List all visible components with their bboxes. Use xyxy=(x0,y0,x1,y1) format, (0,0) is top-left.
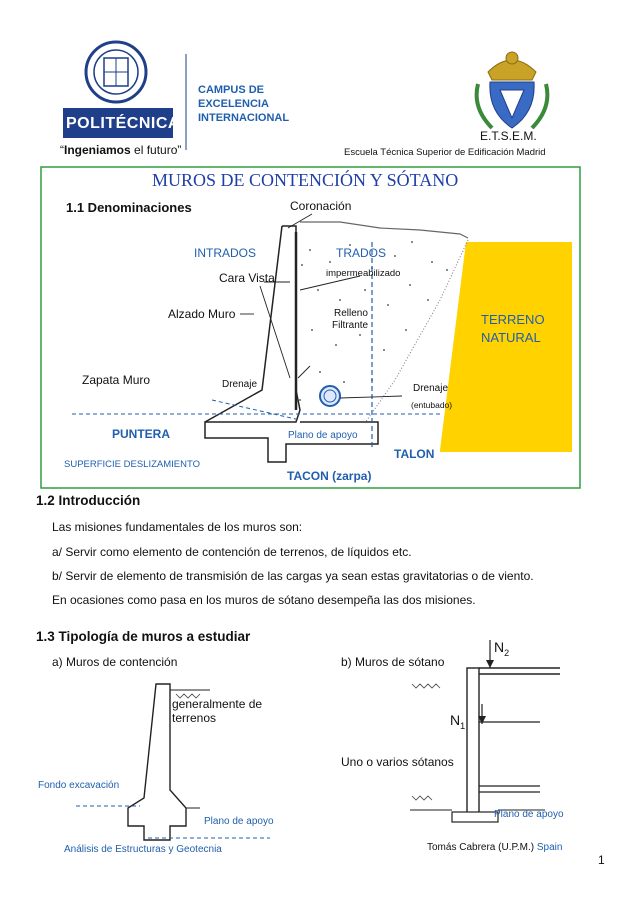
ground-surface xyxy=(300,222,468,238)
intro-line-4: En ocasiones como pasa en los muros de sótano desempeña las dos misiones. xyxy=(52,593,476,607)
slogan-rest: el futuro” xyxy=(130,143,182,157)
section-1-1: 1.1 Denominaciones xyxy=(66,200,192,215)
label-alzado-muro: Alzado Muro xyxy=(168,307,236,321)
label-puntera: PUNTERA xyxy=(112,427,171,441)
footer-country: Spain xyxy=(536,842,563,853)
figure1-title: MUROS DE CONTENCIÓN Y SÓTANO xyxy=(152,170,459,190)
label-impermeabilizado: impermeabilizado xyxy=(326,268,401,279)
university-name: POLITÉCNICA xyxy=(66,115,180,132)
campus-line-2: EXCELENCIA xyxy=(198,98,269,110)
label-entubado: (entubado) xyxy=(411,400,453,410)
generalmente-line-1: generalmente de xyxy=(172,697,263,711)
drenaje-pipe xyxy=(320,386,340,406)
slogan-bold: Ingeniamos xyxy=(64,143,131,157)
plano-apoyo-a: Plano de apoyo xyxy=(204,816,274,827)
intro-line-1: Las misiones fundamentales de los muros son: xyxy=(52,520,303,534)
plano-apoyo-b: Plano de apoyo xyxy=(494,809,564,820)
label-drenaje-left: Drenaje xyxy=(222,379,258,390)
label-superficie-deslizamiento: SUPERFICIE DESLIZAMIENTO xyxy=(64,459,201,470)
campus-line-3: INTERNACIONAL xyxy=(198,112,290,124)
etsem-crest xyxy=(477,52,548,128)
generalmente-line-2: terrenos xyxy=(172,711,217,725)
label-cara-vista: Cara Vista xyxy=(219,271,275,285)
n2-sub: 2 xyxy=(504,647,510,658)
intro-line-2: a/ Servir como elemento de contención de terrenos, de líquidos etc. xyxy=(52,545,412,559)
section-1-3: 1.3 Tipología de muros a estudiar xyxy=(36,629,251,644)
label-trados: TRADOS xyxy=(336,246,387,260)
n1-sub: 1 xyxy=(460,720,466,731)
terreno-natural-area xyxy=(440,242,572,452)
slogan xyxy=(60,143,181,157)
n1-letter: N xyxy=(450,712,461,728)
label-terreno: TERRENO xyxy=(481,312,545,327)
label-tacon: TACON (zarpa) xyxy=(287,469,372,483)
label-filtrante: Filtrante xyxy=(332,320,369,331)
muro-section xyxy=(205,226,378,462)
label-relleno: Relleno xyxy=(334,308,368,319)
label-coronacion: Coronación xyxy=(290,199,352,213)
label-talon: TALON xyxy=(394,447,435,461)
label-drenaje-right: Drenaje xyxy=(413,383,449,394)
tipologia-b-title: b) Muros de sótano xyxy=(341,655,445,669)
uno-varios-sotanos: Uno o varios sótanos xyxy=(341,755,454,769)
school-name: Escuela Técnica Superior de Edificación Madrid xyxy=(344,147,546,158)
footer-author: Tomás Cabrera (U.P.M.) xyxy=(427,842,535,853)
relleno-dots xyxy=(299,241,448,401)
page-number: 1 xyxy=(598,853,605,867)
campus-line-1: CAMPUS DE xyxy=(198,84,265,96)
intro-line-3: b/ Servir de elemento de transmisión de las cargas ya sean estas gravitatorias o de viento. xyxy=(52,569,534,583)
label-intrados: INTRADOS xyxy=(194,246,257,260)
footer-left: Análisis de Estructuras y Geotecnia xyxy=(64,844,222,855)
label-n2 xyxy=(494,639,509,658)
fondo-excavacion: Fondo excavación xyxy=(38,780,120,791)
n2-letter: N xyxy=(494,639,505,655)
section-1-2: 1.2 Introducción xyxy=(36,493,141,508)
label-plano-apoyo: Plano de apoyo xyxy=(288,430,358,441)
label-natural: NATURAL xyxy=(481,330,541,345)
tipologia-a-title: a) Muros de contención xyxy=(52,655,178,669)
label-n1 xyxy=(450,712,465,731)
school-acronym: E.T.S.E.M. xyxy=(480,129,537,143)
label-zapata-muro: Zapata Muro xyxy=(82,373,151,387)
footer-right xyxy=(427,842,562,853)
slogan-open: “ xyxy=(60,143,64,157)
